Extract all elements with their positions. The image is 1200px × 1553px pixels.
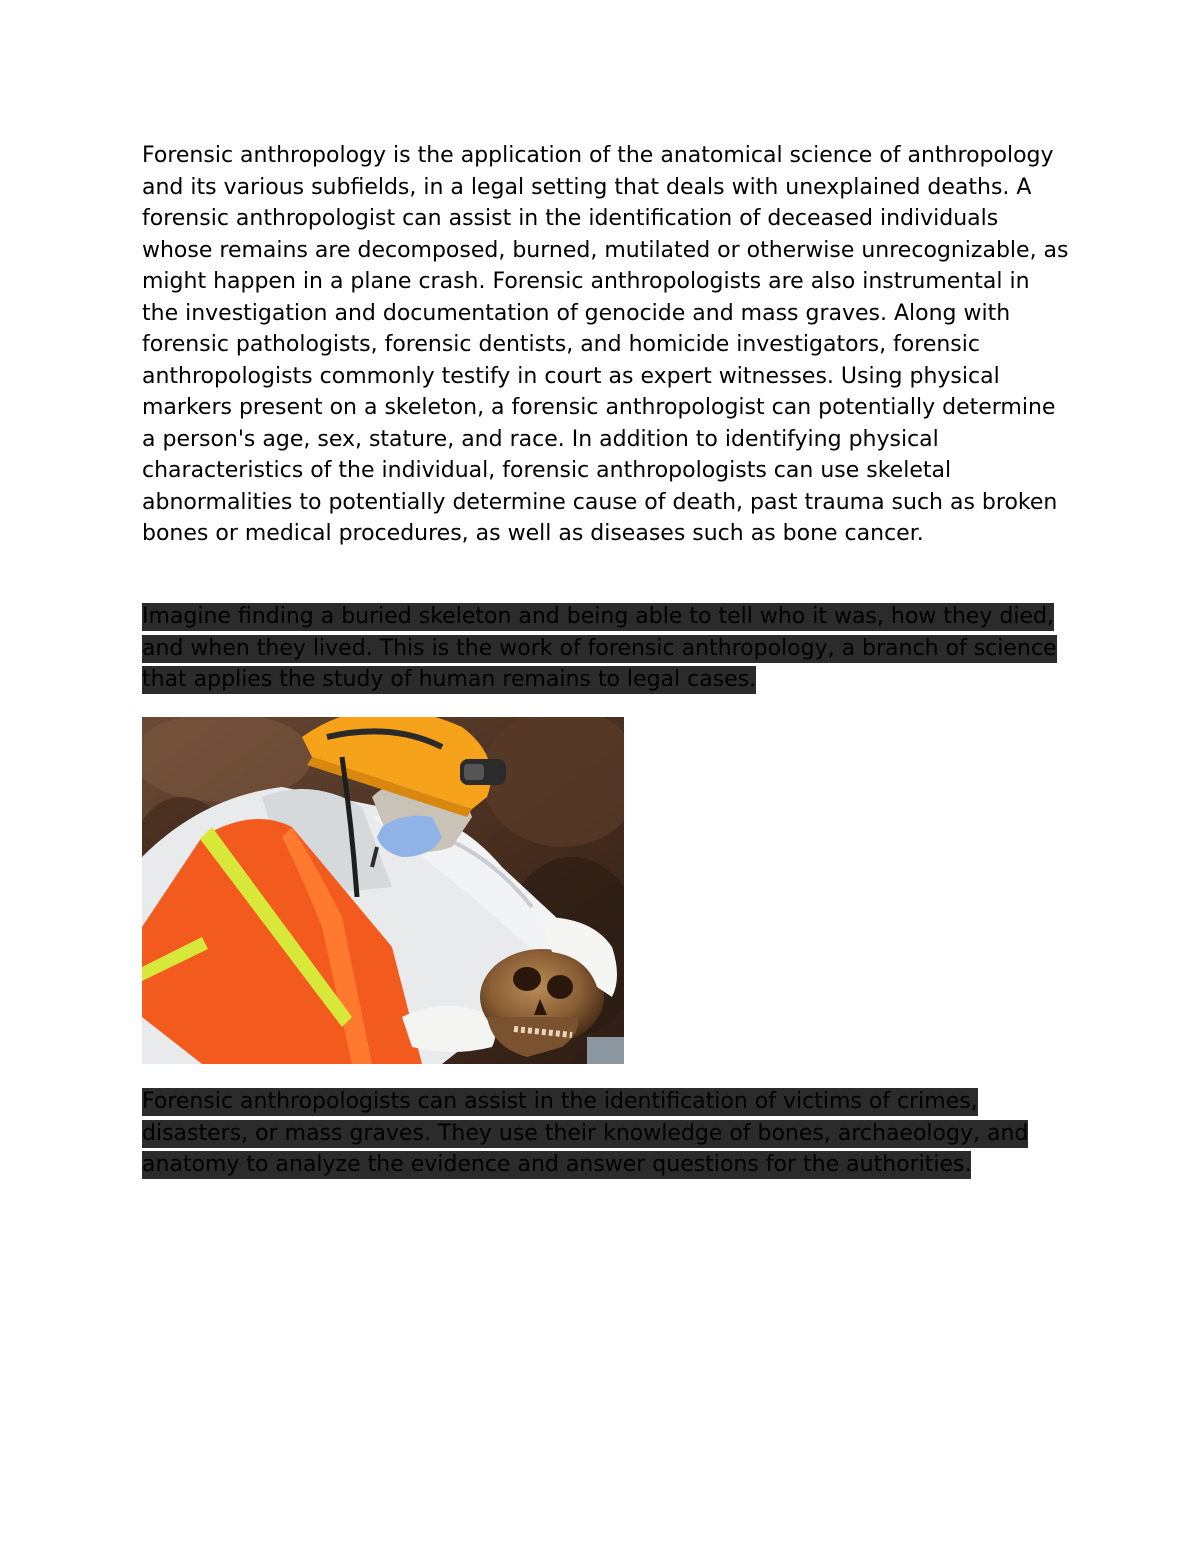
intro-paragraph: Forensic anthropology is the application of the anatomical science of anthropology and its various subfields, in a legal setting that deals with unexplained deaths. A forensic anthropologist can assist in the identification of deceased individuals whose remains are decomposed, burned, mutilated or otherwise unrecognizable, as might happen in a plane crash. Forensic anthropologists are also instrumental in the investigation and documentation of genocide and mass graves. Along with forensic pathologists, forensic dentists, and homicide investigators, forensic anthropologists commonly testify in court as expert witnesses. Using physical markers present on a skeleton, a forensic anthropologist can potentially determine a person's age, sex, stature, and race. In addition to identifying physical characteristics of the individual, forensic anthropologists can use skeletal abnormalities to potentially determine cause of death, past trauma such as broken bones or medical procedures, as well as diseases such as bone cancer. (142, 143, 1069, 546)
highlighted-text-2: Forensic anthropologists can assist in the identification of victims of crimes, disasters, or mass graves. They use their knowledge of bones, archaeology, and anatomy to analyze the evidence and answer questions for the authorities. (142, 1089, 1029, 1177)
highlighted-paragraph-2 (142, 1086, 1072, 1181)
forensic-photo (142, 717, 624, 1064)
highlighted-paragraph-1 (142, 601, 1072, 696)
highlighted-text-1: Imagine finding a buried skeleton and being able to tell who it was, how they died, and when they lived. This is the work of forensic anthropology, a branch of science that applies the study of human remains to legal cases. (142, 604, 1057, 692)
